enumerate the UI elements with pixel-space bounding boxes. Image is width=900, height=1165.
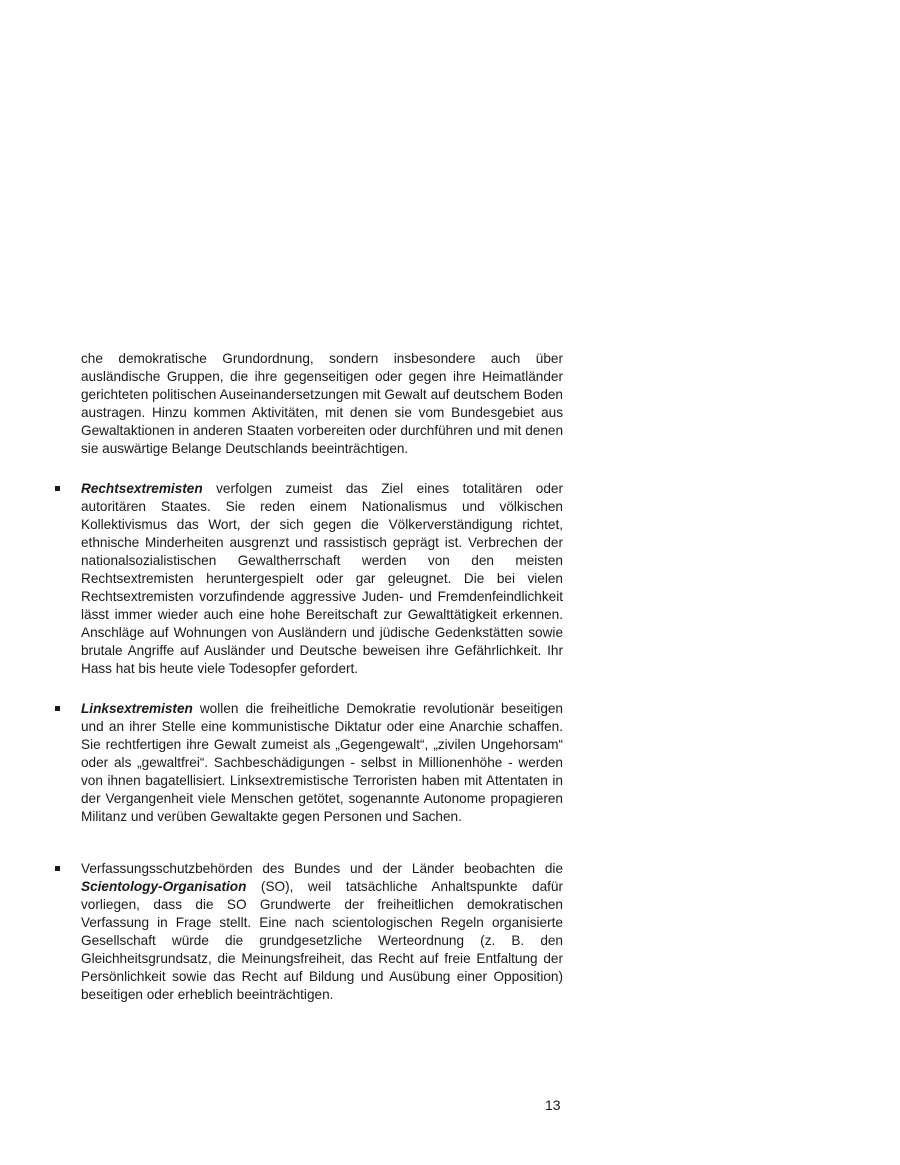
bullet-term: Linksextremisten [81,701,193,716]
bullet-paragraph [81,860,563,1004]
bullet-item-rechtsextremisten [81,480,563,678]
bullet-pre-text: Verfassungsschutzbehörden des Bundes und der Länder beobachten die [81,861,563,876]
bullet-term: Scientology-Organisation [81,879,247,894]
bullet-paragraph [81,480,563,678]
page-number: 13 [545,1097,561,1113]
bullet-term: Rechtsextremisten [81,481,203,496]
square-bullet-icon [55,866,60,871]
intro-paragraph: che demokratische Grundordnung, sondern insbesondere auch über ausländische Gruppen, die ihre gegenseitigen oder gegen ihre Heimatländer gerichteten politischen Auseinandersetzungen mit Gewalt auf deutschem Boden austragen. Hinzu kommen Aktivitäten, mit denen sie vom Bundesgebiet aus Gewaltaktionen in anderen Staaten vorbereiten oder durchführen und mit denen sie auswärtige Belange Deutschlands beeinträchtigen. [81,351,563,456]
bullet-text: wollen die freiheitliche Demokratie revolutionär beseitigen und an ihrer Stelle eine kommunistische Diktatur oder eine Anarchie schaffen. Sie rechtfertigen ihre Gewalt zumeist als „Gegengewalt“, „zivilen Ungehorsam“ oder als „gewaltfrei“. Sachbeschädigungen - selbst in Millionenhöhe - werden von ihnen bagatellisiert. Linksextremistische Terroristen haben mit Attentaten in der Vergangenheit viele Menschen getötet, sogenannte Autonome propagieren Militanz und verüben Gewaltakte gegen Personen und Sachen. [81,701,563,824]
document-body [81,350,563,1026]
square-bullet-icon [55,486,60,491]
bullet-item-scientology [81,860,563,1004]
bullet-paragraph [81,700,563,826]
bullet-text: verfolgen zumeist das Ziel eines totalitären oder autoritären Staates. Sie reden einem Nationalismus und völkischen Kollektivismus das Wort, der sich gegen die Völkerverständigung richtet, ethnische Minderheiten ausgrenzt und rassistisch geprägt ist. Verbrechen der nationalsozialistischen Gewaltherrschaft werden von den meisten Rechtsextremisten heruntergespielt oder gar geleugnet. Die bei vielen Rechtsextremisten vorzufindende aggressive Juden- und Fremdenfeindlichkeit lässt immer wieder auch eine hohe Bereitschaft zur Gewalttätigkeit erkennen. Anschläge auf Wohnungen von Ausländern und jüdische Gedenkstätten sowie brutale Angriffe auf Ausländer und Deutsche beweisen ihre Gefährlichkeit. Ihr Hass hat bis heute viele Todesopfer gefordert. [81,481,563,676]
bullet-item-linksextremisten [81,700,563,826]
square-bullet-icon [55,706,60,711]
bullet-text: (SO), weil tatsächliche Anhaltspunkte dafür vorliegen, dass die SO Grundwerte der freiheitlichen demokratischen Verfassung in Frage stellt. Eine nach scientologischen Regeln organisierte Gesellschaft würde die grundgesetzliche Werteordnung (z. B. den Gleichheitsgrundsatz, die Meinungsfreiheit, das Recht auf freie Entfaltung der Persönlichkeit sowie das Recht auf Bildung und Ausübung einer Opposition) beseitigen oder erheblich beeinträchtigen. [81,879,563,1002]
